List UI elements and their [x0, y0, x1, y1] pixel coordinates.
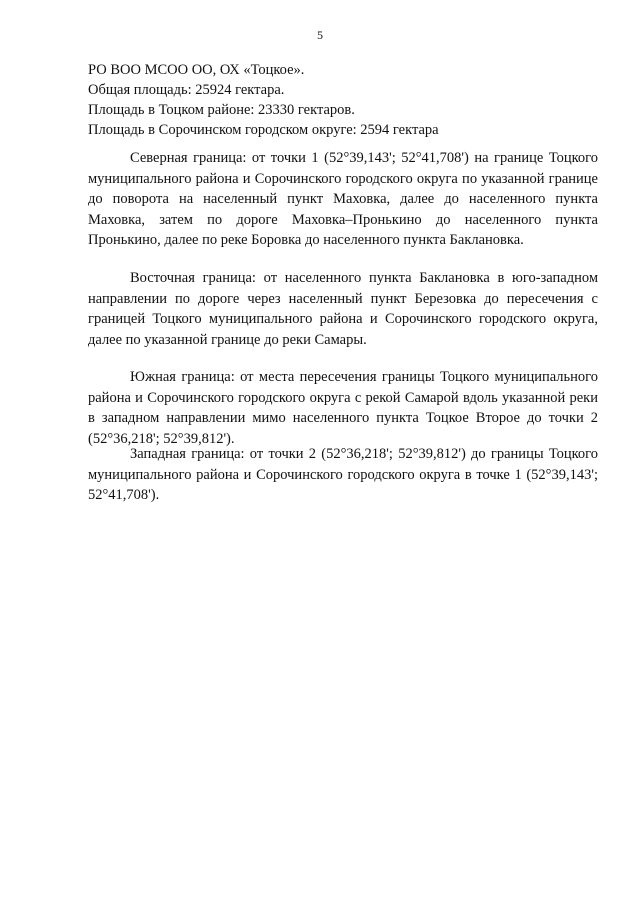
header-sorochinsk-area: Площадь в Сорочинском городском округе: 2594 гектара: [88, 122, 439, 138]
header-totsky-area: Площадь в Тоцком районе: 23330 гектаров.: [88, 102, 355, 118]
page-number: 5: [317, 28, 323, 42]
western-boundary-paragraph: Западная граница: от точки 2 (52°36,218'; 52°39,812') до границы Тоцкого муниципального района и Сорочинского городского округа в точке 1 (52°39,143'; 52°41,708').: [88, 446, 598, 503]
eastern-boundary-paragraph: Восточная граница: от населенного пункта Баклановка в юго-западном направлении по дороге через населенный пункт Березовка до пересечения с границей Тоцкого муниципального района и Сорочинского городского округа, далее по указанной границе до реки Самары.: [88, 270, 598, 348]
header-block: [88, 60, 608, 140]
northern-boundary-paragraph: Северная граница: от точки 1 (52°39,143'; 52°41,708') на границе Тоцкого муниципального района и Сорочинского городского округа по указанной границе до поворота на населенный пункт Маховка, далее до населенного пункта Маховка, затем по дороге Маховка–Пронькино до населенного пункта Пронькино, далее по реке Боровка до населенного пункта Баклановка.: [88, 150, 598, 248]
header-total-area: Общая площадь: 25924 гектара.: [88, 82, 285, 98]
header-organization: РО ВОО МСОО ОО, ОХ «Тоцкое».: [88, 62, 305, 78]
southern-boundary-paragraph: Южная граница: от места пересечения границы Тоцкого муниципального района и Сорочинского городского округа с рекой Самарой вдоль указанной реки в западном направлении мимо населенного пункта Тоцкое Второе до точки 2 (52°36,218'; 52°39,812').: [88, 369, 598, 447]
